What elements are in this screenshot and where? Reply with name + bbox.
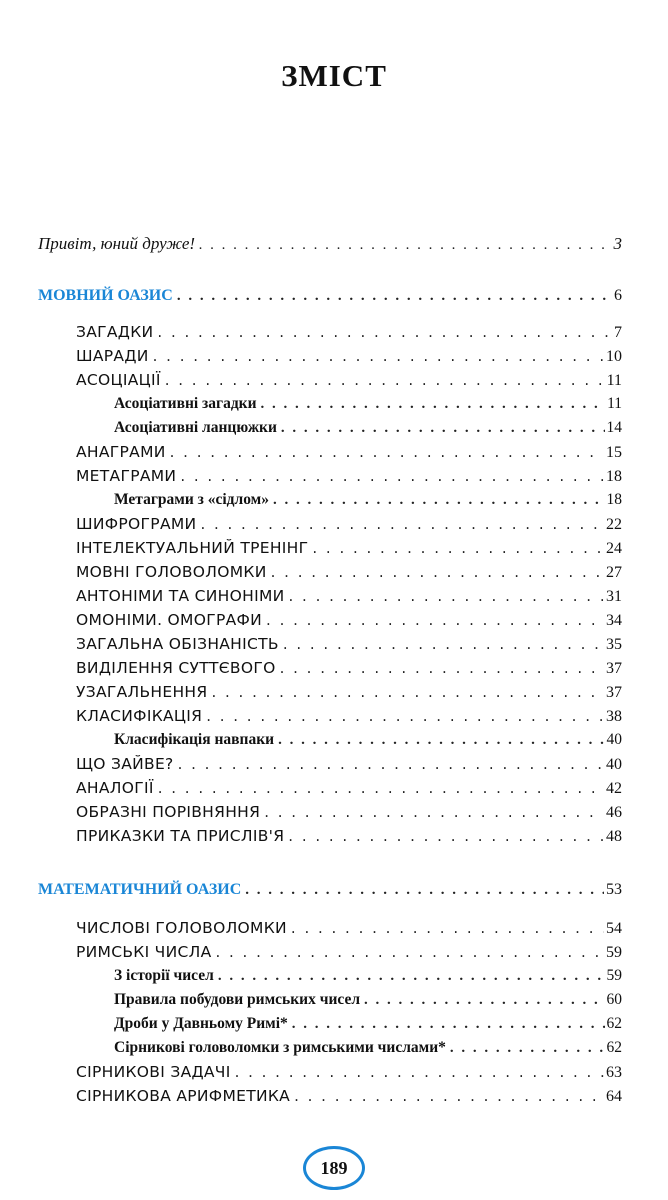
toc-entry-page: 24 <box>606 540 622 557</box>
toc-entry-page: 15 <box>606 444 622 461</box>
toc-entry[interactable] <box>76 940 622 964</box>
toc-entry-page: 59 <box>606 967 622 984</box>
toc-entry-page: 62 <box>606 1039 622 1056</box>
page-number-badge: 189 <box>303 1146 365 1190</box>
toc-entry-label: Асоціативні загадки <box>114 395 257 412</box>
toc-section-math[interactable] <box>38 878 622 902</box>
toc-entry[interactable] <box>76 704 622 728</box>
toc-entry-page: 54 <box>606 920 622 937</box>
toc-entry-label: АНАГРАМИ <box>76 443 166 461</box>
toc-entry-label: УЗАГАЛЬНЕННЯ <box>76 683 208 701</box>
leader-dots <box>170 440 604 464</box>
toc-entry-page: 40 <box>606 756 622 773</box>
toc-entry-label: ЩО ЗАЙВЕ? <box>76 755 174 773</box>
toc-entry[interactable] <box>76 916 622 940</box>
toc-entry-label: РИМСЬКІ ЧИСЛА <box>76 943 212 961</box>
toc-entry[interactable] <box>76 464 622 488</box>
toc-entry-page: 40 <box>606 731 622 748</box>
toc-entry-label: ШАРАДИ <box>76 347 149 365</box>
leader-dots <box>261 392 606 416</box>
leader-dots <box>291 916 604 940</box>
toc-entry-page: 62 <box>606 1015 622 1032</box>
leader-dots <box>158 776 604 800</box>
toc-entry-page: 38 <box>606 708 622 725</box>
toc-entry-label: СІРНИКОВА АРИФМЕТИКА <box>76 1087 291 1105</box>
toc-entry[interactable] <box>76 752 622 776</box>
leader-dots <box>200 512 604 536</box>
toc-entry-label: З історії чисел <box>114 967 214 984</box>
leader-dots <box>283 632 604 656</box>
leader-dots <box>294 1084 604 1108</box>
toc-entry-page: 22 <box>606 516 622 533</box>
toc-subentry[interactable] <box>114 964 622 988</box>
toc-subentry[interactable] <box>114 392 622 416</box>
toc-entry-page: 27 <box>606 564 622 581</box>
leader-dots <box>264 800 604 824</box>
toc-entry[interactable] <box>76 656 622 680</box>
toc-subentry[interactable] <box>114 488 622 512</box>
toc-entry-page: 35 <box>606 636 622 653</box>
leader-dots <box>178 752 604 776</box>
toc-entry[interactable] <box>76 776 622 800</box>
toc-entry-page: 6 <box>614 287 622 304</box>
toc-entry[interactable] <box>76 584 622 608</box>
toc-entry[interactable] <box>76 440 622 464</box>
leader-dots <box>281 416 605 440</box>
toc-entry-label: ВИДІЛЕННЯ СУТТЄВОГО <box>76 659 276 677</box>
leader-dots <box>165 368 605 392</box>
toc-entry-page: 37 <box>606 660 622 677</box>
toc-entry[interactable] <box>76 824 622 848</box>
toc-entry[interactable] <box>76 344 622 368</box>
leader-dots <box>288 824 604 848</box>
toc-entry-page: 53 <box>606 881 622 898</box>
leader-dots <box>215 940 604 964</box>
toc-entry-page: 11 <box>607 395 622 412</box>
toc-entry-intro[interactable] <box>38 232 622 256</box>
toc-entry[interactable] <box>76 680 622 704</box>
toc-subentry[interactable] <box>114 416 622 440</box>
leader-dots <box>273 488 605 512</box>
toc-entry-page: 59 <box>606 944 622 961</box>
toc-entry-page: 10 <box>606 348 622 365</box>
toc-entry-label: Метаграми з «сідлом» <box>114 491 269 508</box>
toc-entry-label: ОБРАЗНІ ПОРІВНЯННЯ <box>76 803 261 821</box>
toc-entry-page: 63 <box>606 1064 622 1081</box>
leader-dots <box>199 233 611 257</box>
leader-dots <box>266 608 604 632</box>
leader-dots <box>211 680 604 704</box>
toc-entry-page: 42 <box>606 780 622 797</box>
toc-entry-label: МОВНІ ГОЛОВОЛОМКИ <box>76 563 267 581</box>
leader-dots <box>280 656 604 680</box>
toc-subentry[interactable] <box>114 1012 622 1036</box>
toc-entry-page: 18 <box>606 468 622 485</box>
page-title: ЗМІСТ <box>281 58 387 93</box>
toc-section-language[interactable] <box>38 284 622 308</box>
toc-entry-label: Привіт, юний друже! <box>38 234 196 253</box>
leader-dots <box>312 536 604 560</box>
toc-entry-label: Класифікація навпаки <box>114 731 275 748</box>
toc-entry-label: Сірникові головоломки з римськими числами* <box>114 1039 446 1056</box>
toc-entry-label: ЧИСЛОВІ ГОЛОВОЛОМКИ <box>76 919 287 937</box>
leader-dots <box>450 1036 605 1060</box>
leader-dots <box>153 344 604 368</box>
toc-entry[interactable] <box>76 560 622 584</box>
toc-entry[interactable] <box>76 320 622 344</box>
toc-entry-page: 7 <box>614 324 622 341</box>
toc-entry-label: МЕТАГРАМИ <box>76 467 177 485</box>
leader-dots <box>292 1012 605 1036</box>
toc-entry[interactable] <box>76 800 622 824</box>
toc-entry-page: 48 <box>606 828 622 845</box>
toc-section-label: МАТЕМАТИЧНИЙ ОАЗИС <box>38 881 242 898</box>
toc-entry[interactable] <box>76 608 622 632</box>
toc-entry[interactable] <box>76 512 622 536</box>
toc-entry-label: ЗАГАЛЬНА ОБІЗНАНІСТЬ <box>76 635 279 653</box>
toc-subentry[interactable] <box>114 988 622 1012</box>
toc-entry-label: ШИФРОГРАМИ <box>76 515 197 533</box>
leader-dots <box>245 878 604 902</box>
toc-entry[interactable] <box>76 1084 622 1108</box>
toc-entry-page: 18 <box>606 491 622 508</box>
toc-entry-page: 31 <box>606 588 622 605</box>
toc-entry-label: ОМОНІМИ. ОМОГРАФИ <box>76 611 263 629</box>
toc-entry-page: 34 <box>606 612 622 629</box>
toc-entry-page: 14 <box>606 419 622 436</box>
toc-entry-label: Асоціативні ланцюжки <box>114 419 277 436</box>
toc-entry-page: 60 <box>606 991 622 1008</box>
toc-entry-label: АНАЛОГІЇ <box>76 779 154 797</box>
leader-dots <box>289 584 604 608</box>
toc-entry-page: 37 <box>606 684 622 701</box>
toc-entry-page: 46 <box>606 804 622 821</box>
toc-entry[interactable] <box>76 1060 622 1084</box>
leader-dots <box>180 464 604 488</box>
leader-dots <box>278 728 604 752</box>
toc-entry-page: 64 <box>606 1088 622 1105</box>
toc-entry[interactable] <box>76 632 622 656</box>
leader-dots <box>218 964 605 988</box>
toc-entry-label: Правила побудови римських чисел <box>114 991 361 1008</box>
leader-dots <box>177 284 612 308</box>
toc-entry-label: АСОЦІАЦІЇ <box>76 371 161 389</box>
toc-entry-label: СІРНИКОВІ ЗАДАЧІ <box>76 1063 231 1081</box>
leader-dots <box>206 704 604 728</box>
toc-entry-label: КЛАСИФІКАЦІЯ <box>76 707 203 725</box>
toc-subentry[interactable] <box>114 728 622 752</box>
toc-entry[interactable] <box>76 368 622 392</box>
leader-dots <box>271 560 604 584</box>
toc-entry-page: 11 <box>606 372 622 389</box>
leader-dots <box>364 988 604 1012</box>
leader-dots <box>157 320 612 344</box>
toc-subentry[interactable] <box>114 1036 622 1060</box>
toc-entry-label: ІНТЕЛЕКТУАЛЬНИЙ ТРЕНІНГ <box>76 539 309 557</box>
leader-dots <box>235 1060 604 1084</box>
toc-entry-label: ЗАГАДКИ <box>76 323 154 341</box>
toc-entry-label: АНТОНІМИ ТА СИНОНІМИ <box>76 587 285 605</box>
toc-entry-label: ПРИКАЗКИ ТА ПРИСЛІВ'Я <box>76 827 285 845</box>
toc-entry[interactable] <box>76 536 622 560</box>
toc-entry-label: Дроби у Давньому Римі* <box>114 1015 288 1032</box>
toc-section-label: МОВНИЙ ОАЗИС <box>38 287 173 304</box>
toc-entry-page: 3 <box>613 234 622 253</box>
